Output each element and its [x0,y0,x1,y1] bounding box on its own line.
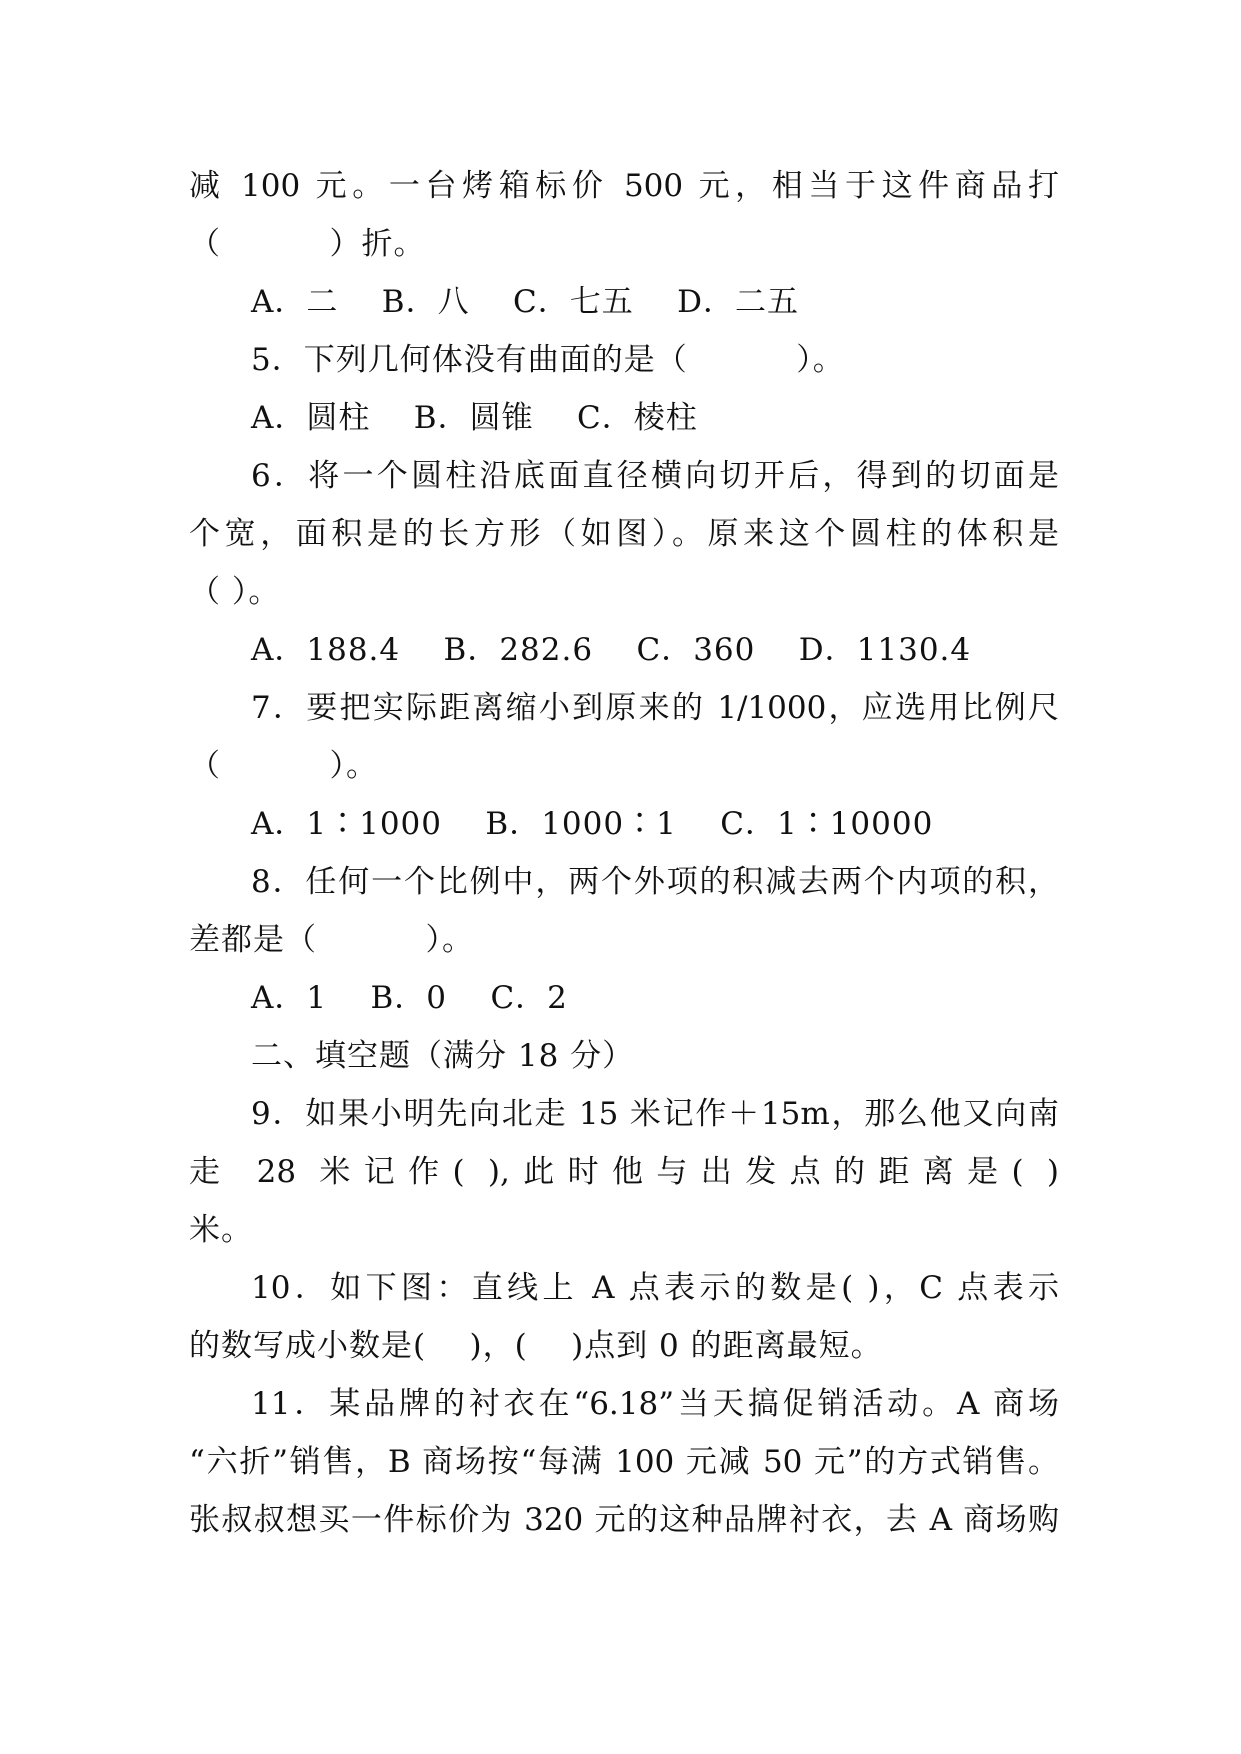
option-line: A．二 B．八 C．七五 D．二五 [251,284,799,320]
option-line: A．188.4 B．282.6 C．360 D．1130.4 [251,632,972,668]
text-line: 差都是（ ）。 [189,922,475,958]
question-line: 6．将一个圆柱沿底面直径横向切开后，得到的切面是 [251,458,1059,494]
question-line: 11．某品牌的衬衣在“6.18”当天搞促销活动。A 商场 [251,1386,1059,1422]
question-line: 7．要把实际距离缩小到原来的 1/1000，应选用比例尺 [251,690,1059,726]
question-line: 9．如果小明先向北走 15 米记作＋15m，那么他又向南 [251,1096,1059,1132]
text-line: 米。 [189,1212,253,1248]
text-line: 张叔叔想买一件标价为 320 元的这种品牌衬衣，去 A 商场购 [189,1502,1059,1538]
text-line: （ ）。 [189,748,379,784]
text-line: 减 100 元。一台烤箱标价 500 元，相当于这件商品打 [189,168,1059,204]
section-heading: 二、填空题（满分 18 分） [251,1038,635,1074]
text-line: 个宽，面积是的长方形（如图）。原来这个圆柱的体积是 [189,516,1059,552]
option-line: A．1 B．0 C．2 [251,980,568,1016]
text-line: “六折”销售，B 商场按“每满 100 元减 50 元”的方式销售。 [189,1444,1059,1480]
option-line: A．1∶1000 B．1000∶1 C．1∶10000 [251,806,934,842]
text-line: 的数写成小数是( )，( )点到 0 的距离最短。 [189,1328,883,1364]
option-line: A．圆柱 B．圆锥 C．棱柱 [251,400,698,436]
text-line: 走 28 米记作( ),此时他与出发点的距离是( ) [189,1154,1059,1190]
text-line: （ ）。 [189,574,281,610]
text-line: （ ）折。 [189,226,426,262]
question-line: 10．如下图：直线上 A 点表示的数是( )，C 点表示 [251,1270,1059,1306]
question-line: 5．下列几何体没有曲面的是（ ）。 [251,342,845,378]
question-line: 8．任何一个比例中，两个外项的积减去两个内项的积， [251,864,1059,900]
